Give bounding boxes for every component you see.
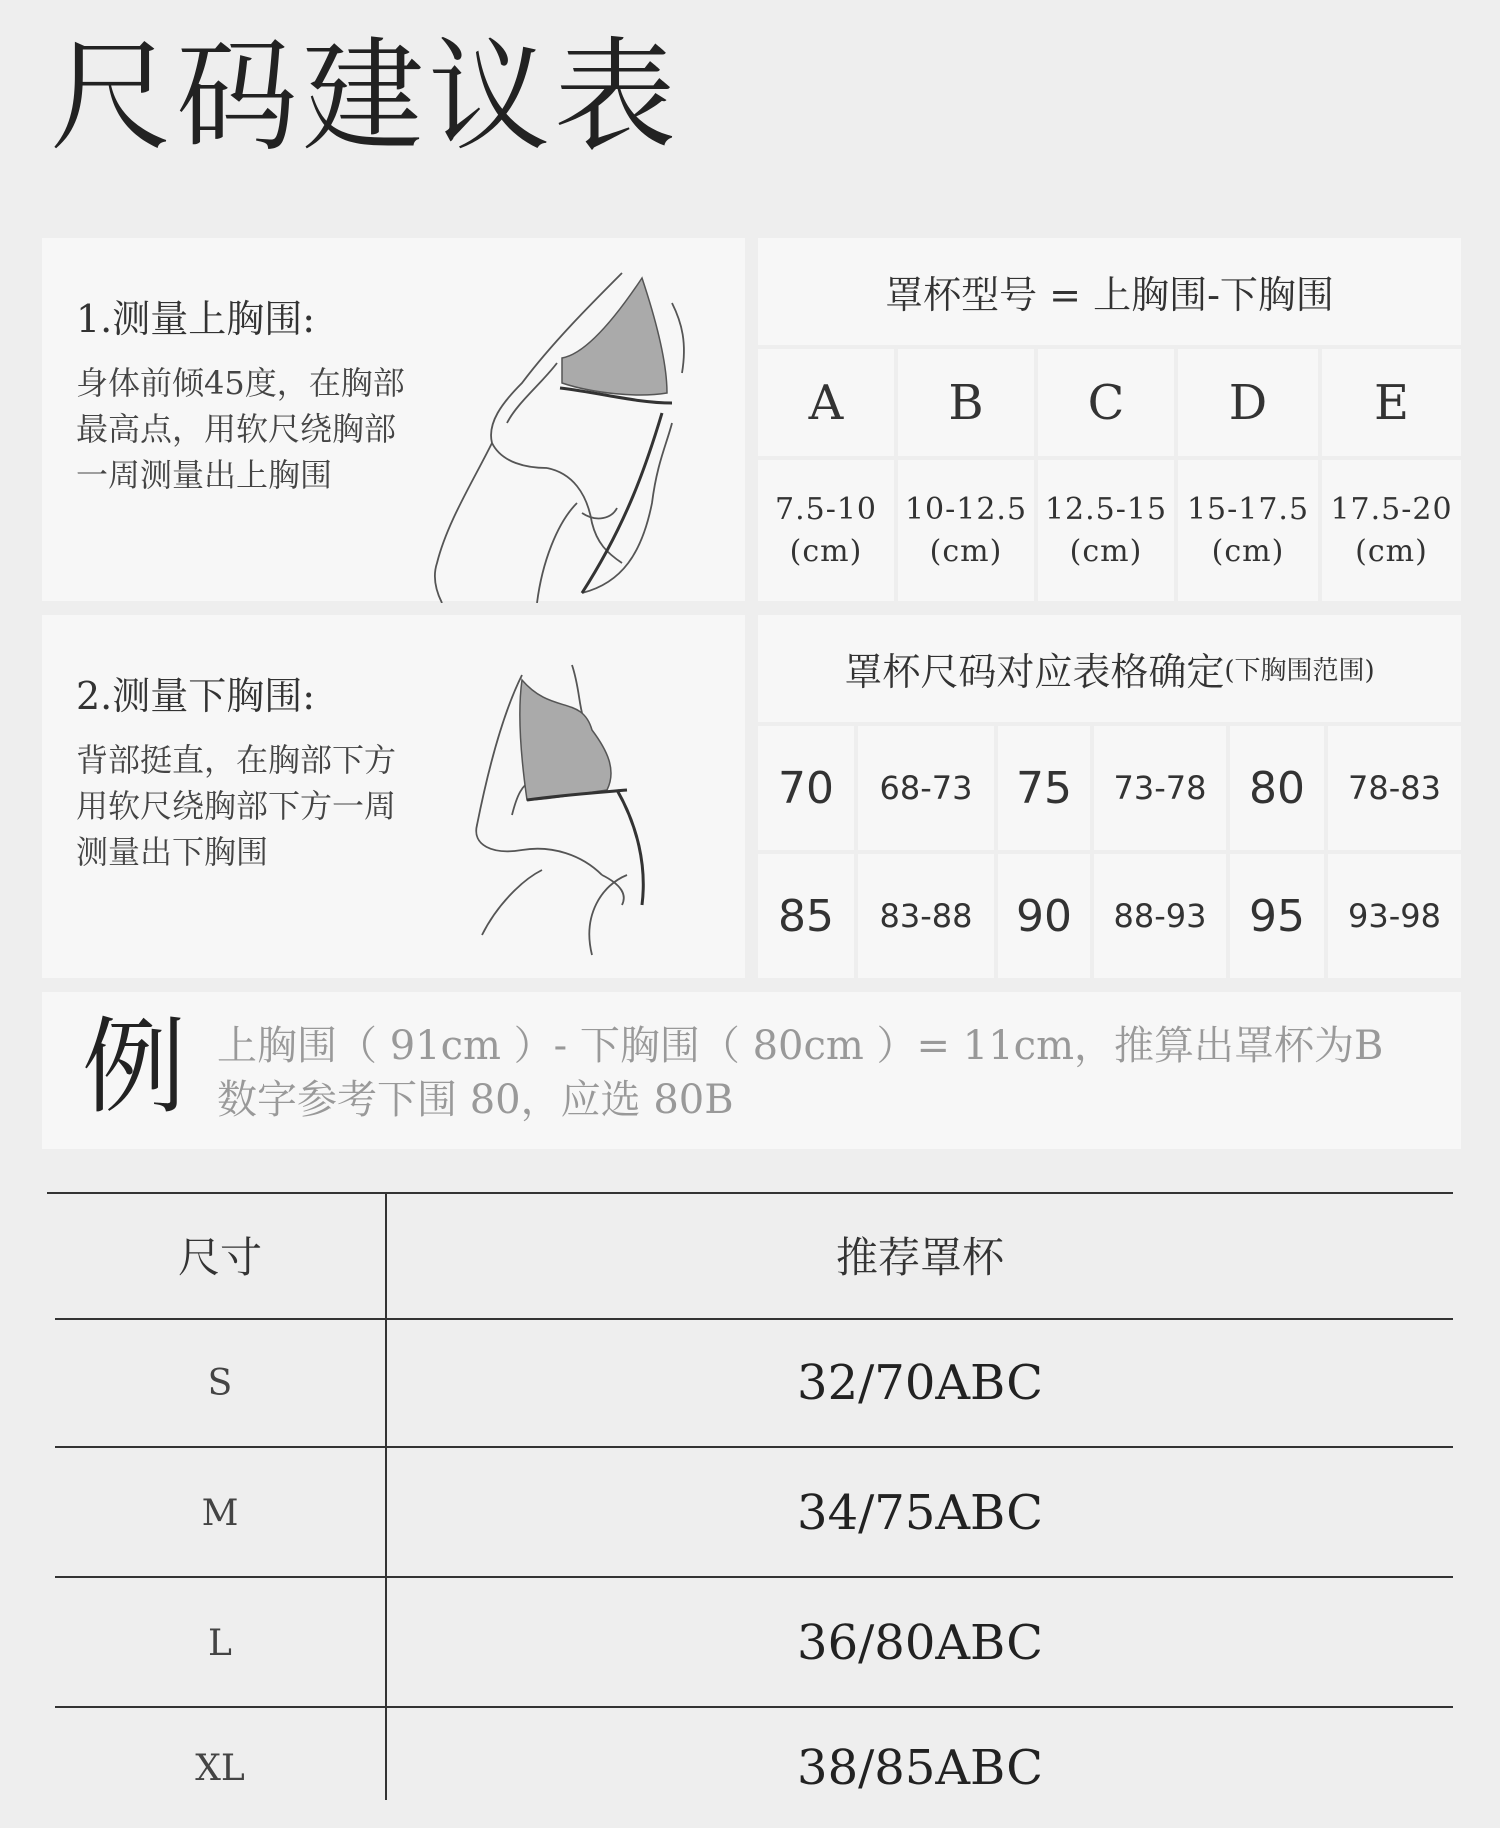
cup-range: [1038, 460, 1174, 601]
measure-bust-panel: [42, 238, 745, 601]
band-range: 83-88: [858, 854, 994, 978]
step1-desc-line: 最高点，用软尺绕胸部: [76, 410, 397, 448]
example-panel: [42, 992, 1461, 1149]
cup-range-unit: (cm): [1069, 533, 1143, 569]
band-range: 93-98: [1328, 854, 1461, 978]
cup-cell: 34/75ABC: [797, 1485, 1043, 1541]
cup-cell: 38/85ABC: [797, 1740, 1043, 1796]
page-title: 尺码建议表: [50, 26, 680, 168]
step2-title: 2.测量下胸围:: [76, 674, 316, 718]
cup-range-unit: (cm): [1211, 533, 1285, 569]
band-range: 78-83: [1328, 726, 1461, 850]
band-size: 75: [998, 726, 1090, 850]
band-range: 73-78: [1094, 726, 1226, 850]
cup-letter: D: [1178, 349, 1318, 456]
column-header-size: 尺寸: [177, 1233, 262, 1282]
size-cell: M: [201, 1492, 239, 1534]
step1-description: [76, 360, 436, 498]
size-cell: XL: [195, 1747, 245, 1789]
recommendation-table: [55, 1192, 1453, 1800]
cup-range-unit: (cm): [1355, 533, 1428, 569]
band-size: 70: [758, 726, 854, 850]
band-size: 95: [1230, 854, 1324, 978]
example-line-1: 上胸围（ 91cm ）- 下胸围（ 80cm ）= 11cm，推算出罩杯为B: [217, 1023, 1384, 1069]
bust-measure-illustration: [432, 263, 732, 603]
cup-table-header: 罩杯型号 = 上胸围-下胸围: [758, 238, 1461, 345]
band-size: 90: [998, 854, 1090, 978]
measure-underbust-panel: [42, 615, 745, 978]
cup-cell: 32/70ABC: [797, 1355, 1043, 1411]
cup-letter: C: [1038, 349, 1174, 456]
cup-range: [1322, 460, 1461, 601]
cup-type-table: [758, 238, 1461, 601]
band-table-note: (下胸围范围): [1224, 656, 1375, 686]
band-table-header: [758, 615, 1461, 722]
example-label: 例: [82, 1006, 187, 1128]
band-table-title: 罩杯尺码对应表格确定: [844, 650, 1225, 694]
step1-desc-line: 一周测量出上胸围: [76, 456, 333, 494]
size-cell: S: [207, 1362, 233, 1404]
cup-range-unit: (cm): [929, 533, 1003, 569]
cup-range-value: 10-12.5: [904, 491, 1028, 527]
cup-letter: B: [898, 349, 1034, 456]
band-size: 80: [1230, 726, 1324, 850]
cup-range-value: 17.5-20: [1330, 491, 1453, 527]
cup-letter: A: [758, 349, 894, 456]
band-size: 85: [758, 854, 854, 978]
band-size-table: [758, 615, 1461, 978]
column-header-cup: 推荐罩杯: [835, 1233, 1004, 1282]
cup-range: [758, 460, 894, 601]
step1-title: 1.测量上胸围:: [76, 297, 316, 341]
cup-range-unit: (cm): [789, 533, 863, 569]
size-cell: L: [208, 1622, 232, 1664]
step2-description: [76, 737, 436, 875]
step2-desc-line: 背部挺直，在胸部下方: [76, 741, 397, 779]
cup-cell: 36/80ABC: [797, 1615, 1043, 1671]
band-range: 68-73: [858, 726, 994, 850]
cup-range: [1178, 460, 1318, 601]
band-range: 88-93: [1094, 854, 1226, 978]
cup-range-value: 7.5-10: [774, 491, 878, 527]
step2-desc-line: 测量出下胸围: [76, 833, 269, 871]
cup-range-value: 12.5-15: [1044, 491, 1168, 527]
cup-range-value: 15-17.5: [1186, 491, 1310, 527]
step2-desc-line: 用软尺绕胸部下方一周: [76, 787, 397, 825]
example-line-2: 数字参考下围 80，应选 80B: [217, 1077, 734, 1123]
underbust-measure-illustration: [462, 655, 702, 975]
cup-range: [898, 460, 1034, 601]
cup-letter: E: [1322, 349, 1461, 456]
step1-desc-line: 身体前倾45度，在胸部: [76, 364, 405, 402]
